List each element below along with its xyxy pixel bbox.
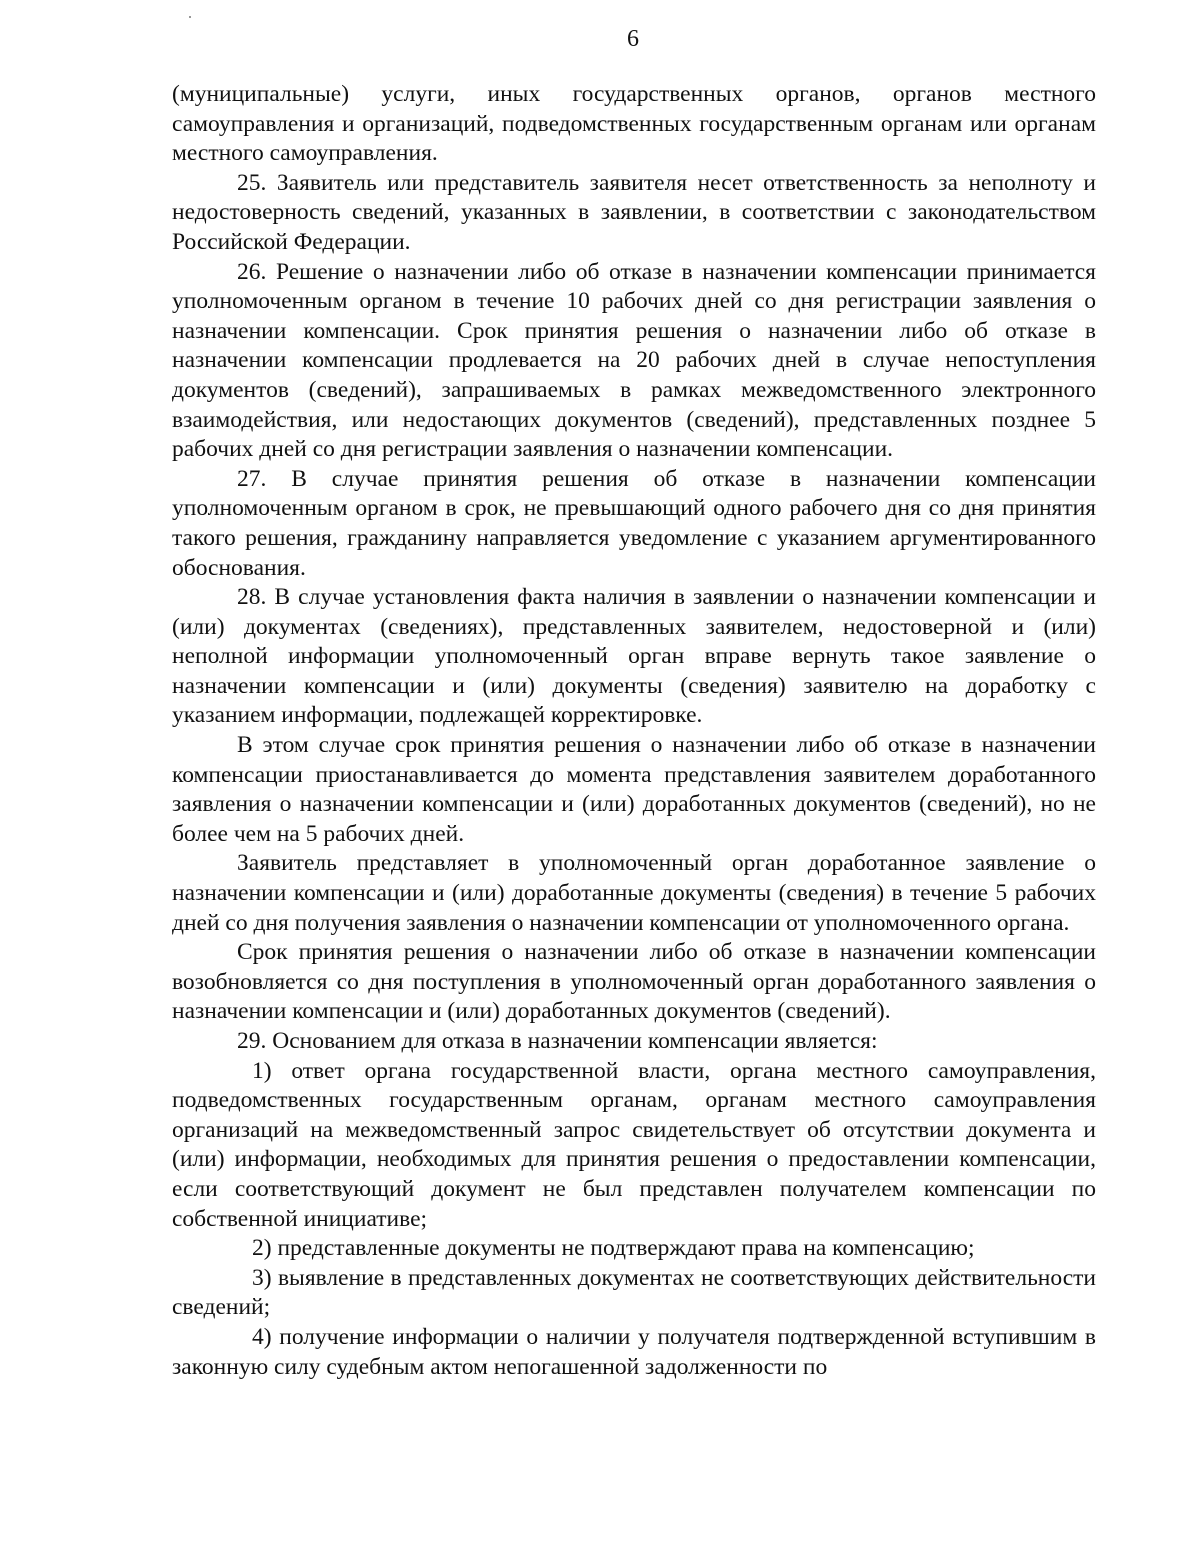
list-item-3: 3) выявление в представленных документах не соответствующих действительности сведений;: [172, 1264, 1096, 1321]
paragraph-28-resumption: Срок принятия решения о назначении либо об отказе в назначении компенсации возобновляется со дня поступления в уполномоченный орган доработанного заявления о назначении компенсации и (или) доработанных документов (сведений).: [172, 939, 1096, 1025]
paragraph-29: 29. Основанием для отказа в назначении компенсации является:: [237, 1028, 878, 1054]
document-body: [172, 80, 1096, 1382]
paragraph-28: 28. В случае установления факта наличия в заявлении о назначении компенсации и (или) документах (сведениях), представленных заявителем, недостоверной и (или) неполной информации уполномоченный орган вправе вернуть такое заявление о назначении компенсации и (или) документы (сведения) заявителю на доработку с указанием информации, подлежащей корректировке.: [172, 584, 1096, 729]
paragraph-26: 26. Решение о назначении либо об отказе в назначении компенсации принимается уполномоченным органом в течение 10 рабочих дней со дня регистрации заявления о назначении компенсации. Срок принятия решения о назначении либо об отказе в назначении компенсации продлевается на 20 рабочих дней в случае непоступления документов (сведений), запрашиваемых в рамках межведомственного электронного взаимодействия, или недостающих документов (сведений), представленных позднее 5 рабочих дней со дня регистрации заявления о назначении компенсации.: [172, 258, 1096, 463]
scan-speck: [189, 16, 191, 18]
page-number: 6: [627, 26, 639, 52]
list-item-1: 1) ответ органа государственной власти, органа местного самоуправления, подведомственных государственным органам, органам местного самоуправления организаций на межведомственный запрос свидетельствует об отсутствии документа и (или) информации, необходимых для принятия решения о предоставлении компенсации, если соответствующий документ не был представлен получателем компенсации по собственной инициативе;: [172, 1057, 1096, 1232]
paragraph-continuation: (муниципальные) услуги, иных государственных органов, органов местного самоуправления и организаций, подведомственных государственным органам или органам местного самоуправления.: [172, 81, 1096, 167]
paragraph-28-suspension: В этом случае срок принятия решения о назначении либо об отказе в назначении компенсации приостанавливается до момента представления заявителем доработанного заявления о назначении компенсации и (или) доработанных документов (сведений), но не более чем на 5 рабочих дней.: [172, 732, 1096, 847]
list-item-4: 4) получение информации о наличии у получателя подтвержденной вступившим в законную силу судебным актом непогашенной задолженности по: [172, 1323, 1096, 1380]
paragraph-25: 25. Заявитель или представитель заявителя несет ответственность за неполноту и недостоверность сведений, указанных в заявлении, в соответствии с законодательством Российской Федерации.: [172, 169, 1096, 255]
list-item-2: 2) представленные документы не подтверждают права на компенсацию;: [252, 1235, 975, 1262]
paragraph-28-resubmission: Заявитель представляет в уполномоченный орган доработанное заявление о назначении компенсации и (или) доработанные документы (сведения) в течение 5 рабочих дней со дня получения заявления о назначении компенсации от уполномоченного органа.: [172, 850, 1096, 936]
paragraph-27: 27. В случае принятия решения об отказе в назначении компенсации уполномоченным органом в срок, не превышающий одного рабочего дня со дня принятия такого решения, гражданину направляется уведомление с указанием аргументированного обоснования.: [172, 465, 1096, 581]
